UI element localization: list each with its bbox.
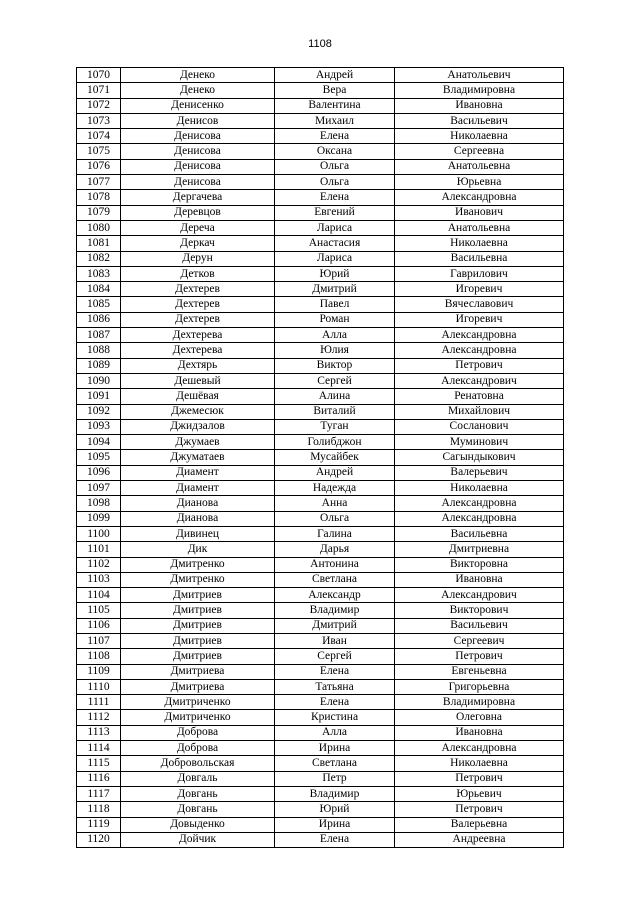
first-name-cell: Елена [275,129,395,144]
patronymic-cell: Александровна [395,343,564,358]
first-name-cell: Михаил [275,113,395,128]
first-name-cell: Валентина [275,98,395,113]
row-number-cell: 1082 [77,251,121,266]
first-name-cell: Ирина [275,741,395,756]
table-row [77,297,564,312]
table-row [77,741,564,756]
row-number-cell: 1117 [77,786,121,801]
row-number-cell: 1105 [77,603,121,618]
first-name-cell: Роман [275,312,395,327]
last-name-cell: Дмитриев [121,633,275,648]
patronymic-cell: Муминович [395,435,564,450]
row-number-cell: 1103 [77,572,121,587]
first-name-cell: Кристина [275,710,395,725]
row-number-cell: 1096 [77,465,121,480]
patronymic-cell: Петрович [395,771,564,786]
first-name-cell: Алла [275,328,395,343]
row-number-cell: 1100 [77,526,121,541]
first-name-cell: Дмитрий [275,618,395,633]
last-name-cell: Довгаль [121,771,275,786]
row-number-cell: 1102 [77,557,121,572]
first-name-cell: Андрей [275,68,395,83]
first-name-cell: Ольга [275,511,395,526]
table-row [77,220,564,235]
patronymic-cell: Александровна [395,190,564,205]
last-name-cell: Деревцов [121,205,275,220]
last-name-cell: Джумаев [121,435,275,450]
patronymic-cell: Андреевна [395,832,564,847]
table-row [77,404,564,419]
last-name-cell: Денеко [121,83,275,98]
patronymic-cell: Олеговна [395,710,564,725]
table-row [77,572,564,587]
patronymic-cell: Сагындыкович [395,450,564,465]
row-number-cell: 1077 [77,175,121,190]
last-name-cell: Дехтярь [121,358,275,373]
last-name-cell: Дмитриев [121,603,275,618]
patronymic-cell: Валерьевна [395,817,564,832]
first-name-cell: Дарья [275,542,395,557]
last-name-cell: Дехтерев [121,297,275,312]
patronymic-cell: Ренатовна [395,389,564,404]
patronymic-cell: Анатольевна [395,159,564,174]
table-row [77,312,564,327]
first-name-cell: Петр [275,771,395,786]
patronymic-cell: Васильевич [395,113,564,128]
table-row [77,771,564,786]
row-number-cell: 1097 [77,481,121,496]
last-name-cell: Дергачева [121,190,275,205]
patronymic-cell: Петрович [395,358,564,373]
row-number-cell: 1073 [77,113,121,128]
table-row [77,205,564,220]
row-number-cell: 1113 [77,725,121,740]
first-name-cell: Туган [275,419,395,434]
patronymic-cell: Петрович [395,649,564,664]
row-number-cell: 1088 [77,343,121,358]
row-number-cell: 1104 [77,588,121,603]
last-name-cell: Дехтерева [121,343,275,358]
row-number-cell: 1109 [77,664,121,679]
row-number-cell: 1070 [77,68,121,83]
patronymic-cell: Васильевна [395,526,564,541]
table-row [77,618,564,633]
first-name-cell: Ольга [275,175,395,190]
row-number-cell: 1116 [77,771,121,786]
table-row [77,282,564,297]
row-number-cell: 1089 [77,358,121,373]
table-row [77,786,564,801]
last-name-cell: Дмитриев [121,618,275,633]
table-row [77,649,564,664]
page-number: 1108 [308,38,332,50]
last-name-cell: Дешевый [121,373,275,388]
patronymic-cell: Викторович [395,603,564,618]
patronymic-cell: Евгеньевна [395,664,564,679]
first-name-cell: Виталий [275,404,395,419]
first-name-cell: Светлана [275,572,395,587]
last-name-cell: Дешёвая [121,389,275,404]
table-row [77,802,564,817]
last-name-cell: Джуматаев [121,450,275,465]
first-name-cell: Ирина [275,817,395,832]
first-name-cell: Владимир [275,786,395,801]
first-name-cell: Анастасия [275,236,395,251]
first-name-cell: Иван [275,633,395,648]
patronymic-cell: Гаврилович [395,266,564,281]
last-name-cell: Джидзалов [121,419,275,434]
table-row [77,603,564,618]
row-number-cell: 1115 [77,756,121,771]
row-number-cell: 1086 [77,312,121,327]
last-name-cell: Диамент [121,481,275,496]
patronymic-cell: Васильевич [395,618,564,633]
row-number-cell: 1087 [77,328,121,343]
patronymic-cell: Игоревич [395,312,564,327]
patronymic-cell: Сосланович [395,419,564,434]
last-name-cell: Дехтерев [121,312,275,327]
row-number-cell: 1098 [77,496,121,511]
patronymic-cell: Николаевна [395,481,564,496]
row-number-cell: 1095 [77,450,121,465]
table-row [77,266,564,281]
first-name-cell: Сергей [275,649,395,664]
last-name-cell: Дехтерев [121,282,275,297]
table-row [77,710,564,725]
row-number-cell: 1106 [77,618,121,633]
row-number-cell: 1112 [77,710,121,725]
last-name-cell: Дереча [121,220,275,235]
table-row [77,144,564,159]
table-row [77,159,564,174]
last-name-cell: Деркач [121,236,275,251]
patronymic-cell: Александровна [395,496,564,511]
table-row [77,389,564,404]
last-name-cell: Довгань [121,802,275,817]
registry-table [76,67,564,848]
patronymic-cell: Васильевна [395,251,564,266]
last-name-cell: Дик [121,542,275,557]
patronymic-cell: Владимировна [395,695,564,710]
last-name-cell: Дианова [121,496,275,511]
patronymic-cell: Ивановна [395,725,564,740]
last-name-cell: Дмитриева [121,664,275,679]
table-row [77,542,564,557]
first-name-cell: Владимир [275,603,395,618]
last-name-cell: Дивинец [121,526,275,541]
row-number-cell: 1099 [77,511,121,526]
last-name-cell: Дехтерева [121,328,275,343]
patronymic-cell: Викторовна [395,557,564,572]
patronymic-cell: Ивановна [395,98,564,113]
last-name-cell: Дмитриев [121,588,275,603]
row-number-cell: 1091 [77,389,121,404]
first-name-cell: Андрей [275,465,395,480]
table-row [77,496,564,511]
table-row [77,526,564,541]
patronymic-cell: Александровна [395,741,564,756]
table-row [77,175,564,190]
row-number-cell: 1075 [77,144,121,159]
last-name-cell: Довыденко [121,817,275,832]
table-row [77,465,564,480]
patronymic-cell: Юрьевич [395,786,564,801]
row-number-cell: 1080 [77,220,121,235]
table-row [77,664,564,679]
last-name-cell: Дерун [121,251,275,266]
last-name-cell: Дмитренко [121,557,275,572]
first-name-cell: Виктор [275,358,395,373]
last-name-cell: Довгань [121,786,275,801]
first-name-cell: Лариса [275,220,395,235]
table-row [77,98,564,113]
row-number-cell: 1094 [77,435,121,450]
last-name-cell: Дмитренко [121,572,275,587]
first-name-cell: Алла [275,725,395,740]
patronymic-cell: Сергеевич [395,633,564,648]
last-name-cell: Денисенко [121,98,275,113]
patronymic-cell: Валерьевич [395,465,564,480]
first-name-cell: Дмитрий [275,282,395,297]
table-row [77,113,564,128]
first-name-cell: Анна [275,496,395,511]
row-number-cell: 1083 [77,266,121,281]
patronymic-cell: Александровна [395,511,564,526]
patronymic-cell: Петрович [395,802,564,817]
patronymic-cell: Григорьевна [395,679,564,694]
patronymic-cell: Дмитриевна [395,542,564,557]
row-number-cell: 1074 [77,129,121,144]
row-number-cell: 1110 [77,679,121,694]
first-name-cell: Елена [275,190,395,205]
last-name-cell: Денисова [121,129,275,144]
patronymic-cell: Ивановна [395,572,564,587]
table-row [77,343,564,358]
table-row [77,633,564,648]
first-name-cell: Елена [275,664,395,679]
first-name-cell: Евгений [275,205,395,220]
row-number-cell: 1092 [77,404,121,419]
first-name-cell: Юлия [275,343,395,358]
table-row [77,817,564,832]
first-name-cell: Юрий [275,266,395,281]
table-row [77,358,564,373]
patronymic-cell: Сергеевна [395,144,564,159]
row-number-cell: 1107 [77,633,121,648]
row-number-cell: 1120 [77,832,121,847]
first-name-cell: Галина [275,526,395,541]
table-row [77,435,564,450]
row-number-cell: 1079 [77,205,121,220]
row-number-cell: 1085 [77,297,121,312]
first-name-cell: Алина [275,389,395,404]
patronymic-cell: Анатольевна [395,220,564,235]
row-number-cell: 1078 [77,190,121,205]
last-name-cell: Денеко [121,68,275,83]
patronymic-cell: Анатольевич [395,68,564,83]
first-name-cell: Вера [275,83,395,98]
row-number-cell: 1118 [77,802,121,817]
first-name-cell: Александр [275,588,395,603]
table-row [77,756,564,771]
patronymic-cell: Владимировна [395,83,564,98]
table-row [77,557,564,572]
patronymic-cell: Николаевна [395,236,564,251]
last-name-cell: Денисов [121,113,275,128]
last-name-cell: Детков [121,266,275,281]
first-name-cell: Лариса [275,251,395,266]
last-name-cell: Добровольская [121,756,275,771]
last-name-cell: Дмитриев [121,649,275,664]
last-name-cell: Денисова [121,159,275,174]
last-name-cell: Диамент [121,465,275,480]
table-row [77,83,564,98]
row-number-cell: 1072 [77,98,121,113]
first-name-cell: Юрий [275,802,395,817]
patronymic-cell: Михайлович [395,404,564,419]
row-number-cell: 1084 [77,282,121,297]
table-row [77,588,564,603]
table-row [77,450,564,465]
row-number-cell: 1108 [77,649,121,664]
last-name-cell: Денисова [121,175,275,190]
table-row [77,832,564,847]
last-name-cell: Доброва [121,741,275,756]
first-name-cell: Сергей [275,373,395,388]
table-row [77,328,564,343]
last-name-cell: Дмитриченко [121,695,275,710]
table-row [77,190,564,205]
patronymic-cell: Игоревич [395,282,564,297]
table-row [77,236,564,251]
first-name-cell: Татьяна [275,679,395,694]
table-row [77,419,564,434]
table-row [77,373,564,388]
first-name-cell: Елена [275,832,395,847]
first-name-cell: Голибджон [275,435,395,450]
patronymic-cell: Вячеславович [395,297,564,312]
table-row [77,481,564,496]
last-name-cell: Дойчик [121,832,275,847]
row-number-cell: 1101 [77,542,121,557]
last-name-cell: Доброва [121,725,275,740]
first-name-cell: Светлана [275,756,395,771]
first-name-cell: Надежда [275,481,395,496]
table-row [77,725,564,740]
patronymic-cell: Иванович [395,205,564,220]
registry-table-body [77,68,564,848]
table-row [77,129,564,144]
table-row [77,68,564,83]
table-row [77,511,564,526]
first-name-cell: Павел [275,297,395,312]
patronymic-cell: Александровна [395,328,564,343]
patronymic-cell: Александрович [395,588,564,603]
table-row [77,695,564,710]
row-number-cell: 1093 [77,419,121,434]
row-number-cell: 1071 [77,83,121,98]
table-row [77,679,564,694]
row-number-cell: 1111 [77,695,121,710]
row-number-cell: 1076 [77,159,121,174]
row-number-cell: 1114 [77,741,121,756]
patronymic-cell: Николаевна [395,129,564,144]
first-name-cell: Ольга [275,159,395,174]
row-number-cell: 1090 [77,373,121,388]
last-name-cell: Дмитриченко [121,710,275,725]
last-name-cell: Дмитриева [121,679,275,694]
table-row [77,251,564,266]
first-name-cell: Антонина [275,557,395,572]
first-name-cell: Елена [275,695,395,710]
last-name-cell: Дианова [121,511,275,526]
last-name-cell: Джемесюк [121,404,275,419]
patronymic-cell: Юрьевна [395,175,564,190]
patronymic-cell: Александрович [395,373,564,388]
first-name-cell: Оксана [275,144,395,159]
patronymic-cell: Николаевна [395,756,564,771]
row-number-cell: 1119 [77,817,121,832]
row-number-cell: 1081 [77,236,121,251]
last-name-cell: Денисова [121,144,275,159]
first-name-cell: Мусайбек [275,450,395,465]
